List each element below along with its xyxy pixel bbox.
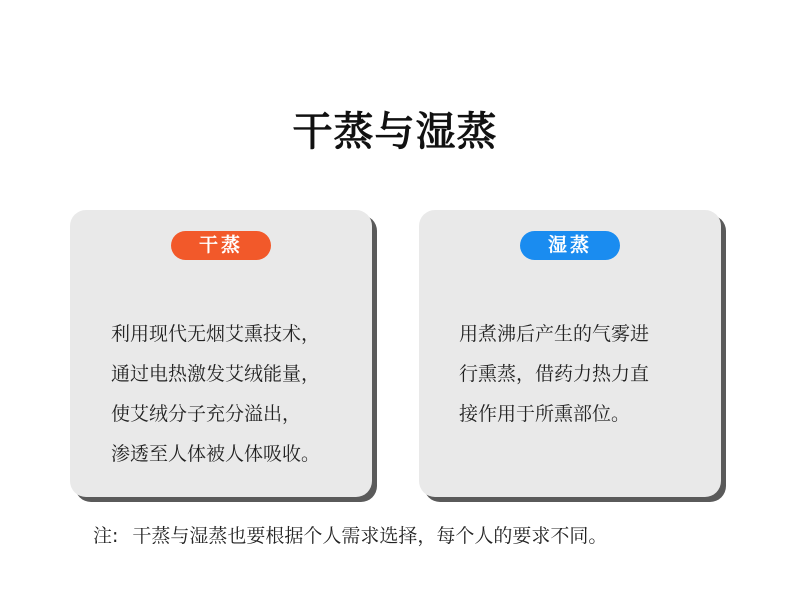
dry-steam-description [70, 314, 372, 474]
description-line: 接作用于所熏部位。 [459, 403, 631, 425]
description-line: 行熏蒸，借药力热力直 [459, 363, 650, 385]
description-line: 通过电热激发艾绒能量， [111, 363, 321, 385]
description-line: 利用现代无烟艾熏技术， [111, 323, 321, 345]
page-title: 干蒸与湿蒸 [292, 109, 498, 155]
footnote-text: 干蒸与湿蒸也要根据个人需求选择，每个人的要求不同。 [132, 525, 608, 547]
dry-steam-badge: 干蒸 [171, 231, 271, 260]
description-line: 用煮沸后产生的气雾进 [459, 323, 650, 345]
dry-steam-card [70, 210, 372, 497]
wet-steam-badge: 湿蒸 [520, 231, 620, 260]
footnote-label: 注: [93, 525, 119, 547]
description-line: 渗透至人体被人体吸收。 [111, 443, 321, 465]
wet-steam-description [419, 314, 721, 434]
description-line: 使艾绒分子充分溢出， [111, 403, 302, 425]
footnote [93, 521, 607, 551]
wet-steam-card [419, 210, 721, 497]
